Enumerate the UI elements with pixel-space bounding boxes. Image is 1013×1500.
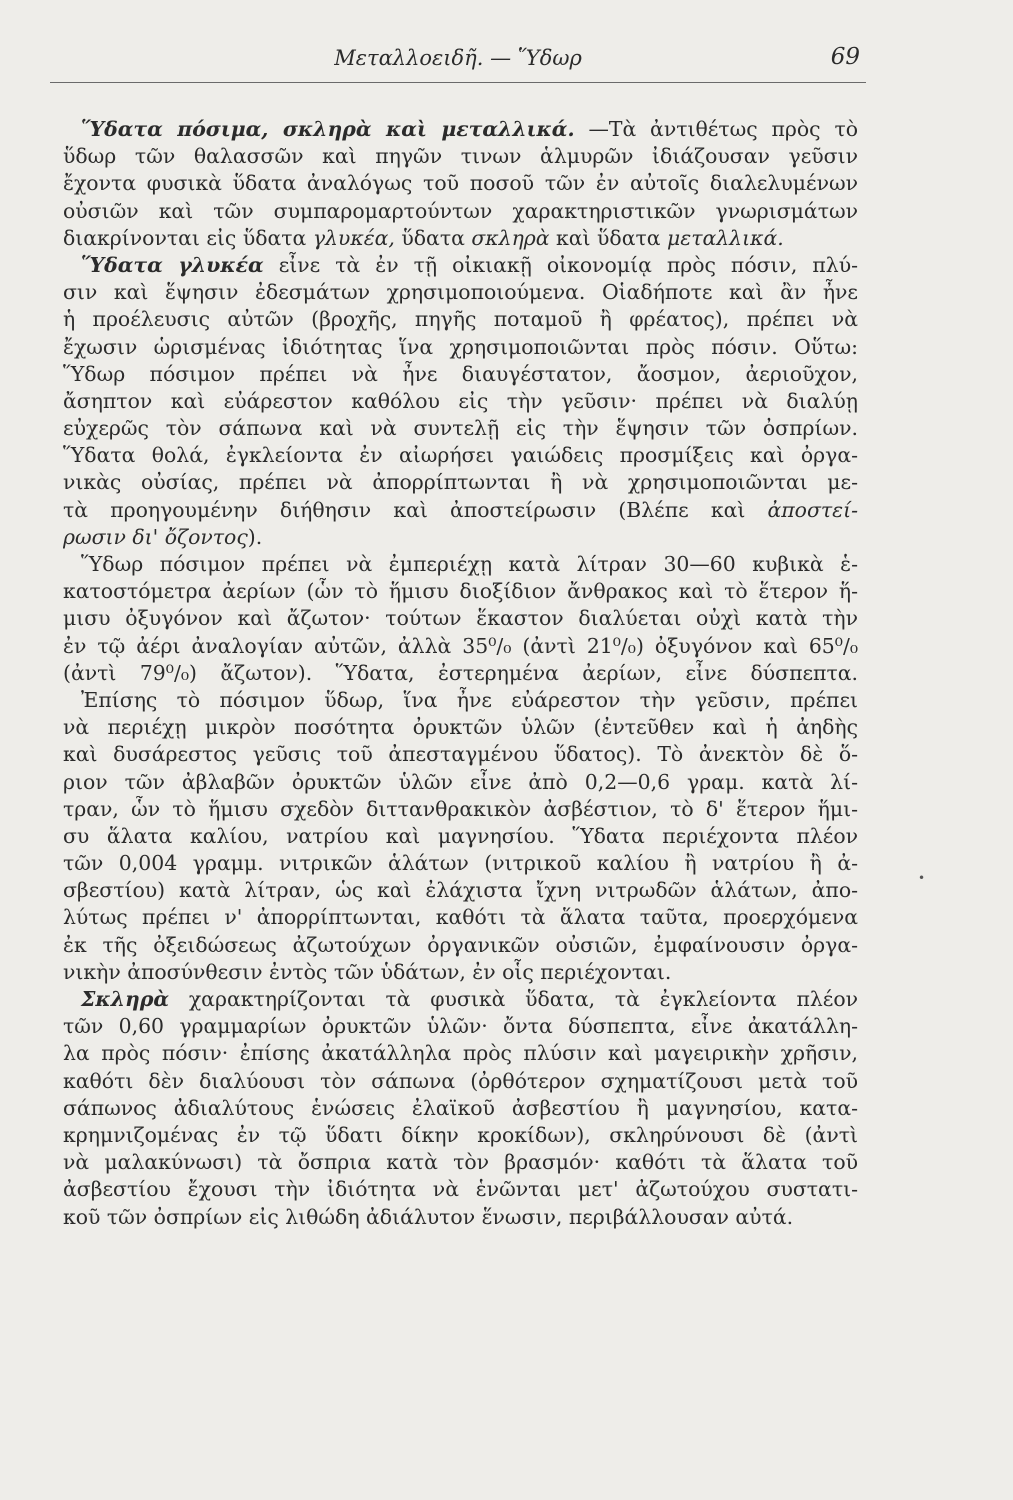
italic-text: σκληρὰ [471,225,550,250]
text-line [63,524,858,551]
line-text: σάπωνος ἀδιαλύτους ἑνώσεις ἐλαϊκοῦ ἀσβεστίου ἢ μαγνησίου, κατα- [63,1095,858,1120]
line-text: ἐν τῷ ἀέρι ἀναλογίαν αὐτῶν, ἀλλὰ 35⁰/₀ (ἀντὶ 21⁰/₀) ὀξυγόνον καὶ 65⁰/₀ [63,633,858,658]
text-line [63,1013,858,1040]
text-line [63,1068,858,1095]
line-text: ὕδωρ τῶν θαλασσῶν καὶ πηγῶν τινων ἁλμυρῶν ἰδιάζουσαν γεῦσιν [63,144,858,169]
line-text: καὶ ὕδατα [556,225,661,250]
line-text: ἐκ τῆς ὀξειδώσεως ἀζωτούχων ὀργανικῶν οὐσιῶν, ἐμφαίνουσιν ὀργα- [63,932,858,957]
line-text: ἔχωσιν ὡρισμένας ἰδιότητας ἵνα χρησιμοποιῶνται πρὸς πόσιν. Οὕτω: [63,334,858,359]
text-line [63,334,858,361]
line-text: σβεστίου) κατὰ λίτραν, ὡς καὶ ἐλάχιστα ἴχνη νιτρωδῶν ἁλάτων, ἀπο- [63,878,858,903]
running-title: Μεταλλοειδῆ. — Ὕδωρ [334,46,582,70]
text-line [63,1176,858,1203]
line-text: συ ἅλατα καλίου, νατρίου καὶ μαγνησίου. Ὕδατα περιέχοντα πλέον [63,823,858,848]
text-line [63,469,858,496]
italic-text: ἀποστεί- [767,497,858,522]
text-line [63,850,858,877]
line-text: τῶν 0,60 γραμμαρίων ὀρυκτῶν ὑλῶν· ὄντα δύσπεπτα, εἶνε ἀκατάλλη- [63,1014,858,1039]
line-text: ). [247,524,263,549]
text-line [63,442,858,469]
text-line [63,986,858,1013]
line-text: —Τὰ ἀντιθέτως πρὸς τὸ [588,117,858,141]
line-text: τῶν 0,004 γραμμ. νιτρικῶν ἁλάτων (νιτρικοῦ καλίου ἢ νατρίου ἢ ἀ- [63,851,858,876]
line-text: ἡ προέλευσις αὐτῶν (βροχῆς, πηγῆς ποταμοῦ ἢ φρέατος), πρέπει νὰ [63,307,858,332]
line-text: εἶνε τὰ ἐν τῇ οἰκιακῇ οἰκονομίᾳ πρὸς πόσιν, πλύ- [278,252,858,277]
line-text: τραν, ὧν τὸ ἥμισυ σχεδὸν διττανθρακικὸν ἀσβέστιον, τὸ δ' ἕτερον ἥμι- [63,796,858,821]
line-text: χαρακτηρίζονται τὰ φυσικὰ ὕδατα, τὰ ἐγκλείοντα πλέον [188,987,858,1011]
text-line [63,877,858,904]
line-text: νὰ μαλακύνωσι) τὰ ὄσπρια κατὰ τὸν βρασμόν· καθότι τὰ ἅλατα τοῦ [63,1150,858,1175]
section-heading: Ὕδατα πόσιμα, σκληρὰ καὶ μεταλλικά. [81,117,575,141]
line-text: (ἀντὶ 79⁰/₀) ἄζωτον). Ὕδατα, ἐστερημένα ἀερίων, εἶνε δύσπεπτα. [63,660,858,685]
text-line [63,1040,858,1067]
line-text: εὐχερῶς τὸν σάπωνα καὶ νὰ συντελῇ εἰς τὴν ἕψησιν τῶν ὀσπρίων. [63,416,858,441]
line-text: ἀσβεστίου ἔχουσι τὴν ἰδιότητα νὰ ἑνῶνται μετ' ἀζωτούχου συστατι- [63,1177,858,1202]
page-number: 69 [830,44,860,70]
text-line [63,198,858,225]
text-line [63,1204,858,1231]
text-line [63,388,858,415]
text-line [63,116,858,143]
line-text: οὐσιῶν καὶ τῶν συμπαρομαρτούντων χαρακτηριστικῶν γνωρισμάτων [63,198,858,223]
text-line [63,578,858,605]
text-line [63,497,858,524]
line-text: λα πρὸς πόσιν· ἐπίσης ἀκατάλληλα πρὸς πλύσιν καὶ μαγειρικὴν χρῆσιν, [63,1041,858,1066]
text-line [63,633,858,660]
text-line [63,714,858,741]
text-line [63,741,858,768]
line-text: νὰ περιέχῃ μικρὸν ποσότητα ὀρυκτῶν ὑλῶν (ἐντεῦθεν καὶ ἡ ἀηδὴς [63,715,858,740]
line-text: σιν καὶ ἕψησιν ἐδεσμάτων χρησιμοποιούμενα. Οἱαδήποτε καὶ ἂν ἦνε [63,280,858,305]
body-text [63,116,858,1231]
text-line [63,959,858,986]
text-line [63,279,858,306]
text-line [63,170,858,197]
line-text: καθότι δὲν διαλύουσι τὸν σάπωνα (ὀρθότερον σχηματίζουσι μετὰ τοῦ [63,1068,858,1093]
line-text: ἔχοντα φυσικὰ ὕδατα ἀναλόγως τοῦ ποσοῦ τῶν ἐν αὐτοῖς διαλελυμένων [63,171,858,196]
line-text: Ὕδατα θολά, ἐγκλείοντα ἐν αἰωρήσει γαιώδεις προσμίξεις καὶ ὀργα- [63,443,858,468]
line-text: νικὰς οὐσίας, πρέπει νὰ ἀπορρίπτωνται ἢ νὰ χρησιμοποιῶνται με- [63,470,858,495]
line-text: καὶ δυσάρεστος γεῦσις τοῦ ἀπεσταγμένου ὕδατος). Τὸ ἀνεκτὸν δὲ ὅ- [63,742,858,767]
line-text: λύτως πρέπει ν' ἀπορρίπτωνται, καθότι τὰ ἅλατα ταῦτα, προερχόμενα [63,905,858,930]
line-text: μισυ ὀξυγόνον καὶ ἄζωτον· τούτων ἕκαστον διαλύεται οὐχὶ κατὰ τὴν [63,606,858,631]
page-header [50,42,866,83]
text-line [63,823,858,850]
margin-dot: • [918,871,926,885]
text-line [63,143,858,170]
text-line [63,932,858,959]
line-text: ὕδατα [401,225,465,250]
line-text: τὰ προηγουμένην διήθησιν καὶ ἀποστείρωσιν (Βλέπε καὶ [63,497,746,522]
line-text: ἄσηπτον καὶ εὐάρεστον καθόλου εἰς τὴν γεῦσιν· πρέπει νὰ διαλύῃ [63,388,858,413]
line-text: διακρίνονται εἰς ὕδατα [63,225,307,250]
text-line [63,660,858,687]
italic-text: γλυκέα, [312,225,395,250]
line-text: κρημνιζομένας ἐν τῷ ὕδατι δίκην κροκίδων), σκληρύνουσι δὲ (ἀντὶ [63,1122,858,1147]
line-text: ριον τῶν ἀβλαβῶν ὀρυκτῶν ὑλῶν εἶνε ἀπὸ 0,2—0,6 γραμ. κατὰ λί- [63,769,858,794]
text-line [63,306,858,333]
text-line [63,687,858,714]
text-line [63,1122,858,1149]
italic-text: μεταλλικά. [667,225,784,250]
text-line [63,551,858,578]
line-text: κατοστόμετρα ἀερίων (ὧν τὸ ἥμισυ διοξίδιον ἄνθρακος καὶ τὸ ἕτερον ἥ- [63,579,858,604]
text-line [63,1095,858,1122]
text-line [63,252,858,279]
line-text: Ὕδωρ πόσιμον πρέπει νὰ ἐμπεριέχῃ κατὰ λίτραν 30—60 κυβικὰ ἑ- [81,552,858,576]
text-line [63,796,858,823]
text-line [63,415,858,442]
line-text: Ὕδωρ πόσιμον πρέπει νὰ ἦνε διαυγέστατον, ἄοσμον, ἀεριοῦχον, [63,361,858,386]
line-text: Ἐπίσης τὸ πόσιμον ὕδωρ, ἵνα ἦνε εὐάρεστον τὴν γεῦσιν, πρέπει [81,687,858,712]
line-text: νικὴν ἀποσύνθεσιν ἐντὸς τῶν ὑδάτων, ἐν οἷς περιέχονται. [63,959,672,984]
text-line [63,1149,858,1176]
section-heading: Ὕδατα γλυκέα [81,252,264,277]
text-line [63,904,858,931]
section-heading: Σκληρὰ [81,987,170,1011]
text-line [63,225,858,252]
text-line [63,605,858,632]
text-line [63,769,858,796]
line-text: κοῦ τῶν ὀσπρίων εἰς λιθώδη ἀδιάλυτον ἕνωσιν, περιβάλλουσαν αὐτά. [63,1204,794,1229]
text-line [63,361,858,388]
italic-text: ρωσιν δι' ὄζοντος [63,524,248,549]
